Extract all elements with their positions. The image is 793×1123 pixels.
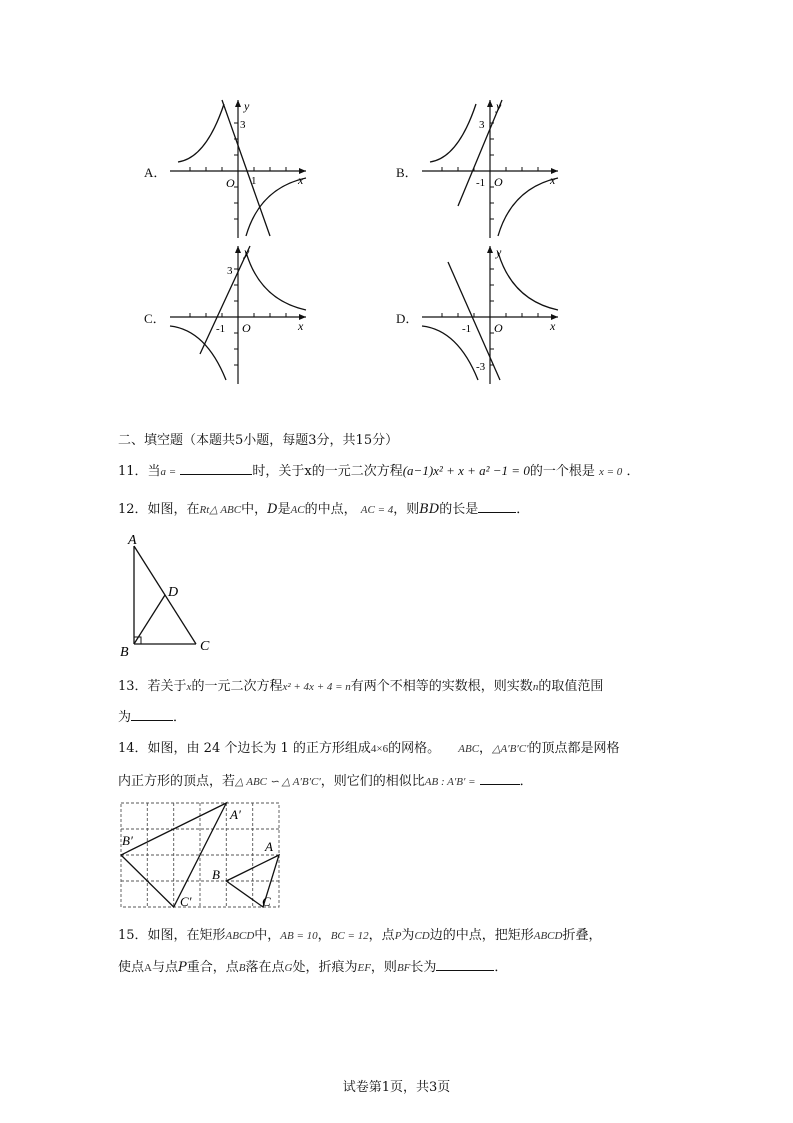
q12-tri: Rt△ ABC [199, 504, 242, 516]
q14-end: ． [519, 774, 533, 789]
page-footer: 试卷第1页，共3页 [342, 1080, 451, 1095]
q14-answer-blank[interactable] [480, 772, 520, 785]
q15-p3: ，点 [368, 928, 395, 943]
q12-end: ． [516, 502, 530, 517]
q15-p2: 中， [254, 928, 281, 943]
q15-l2b: 与点 [151, 960, 178, 975]
graph-b-svg [418, 96, 598, 241]
q15-ab: AB = 10 [280, 930, 318, 942]
q12-p4: 的中点， [304, 502, 357, 517]
q11-answer-blank[interactable] [180, 462, 252, 475]
q15-l2f: ，则 [370, 960, 397, 975]
q11-equation: (a−1)x² + x + a² −1 = 0 [402, 463, 530, 478]
label-a: A [265, 839, 273, 854]
q14-p3: 的顶点都是网格 [528, 741, 620, 756]
q15-end: ． [494, 960, 508, 975]
q15-p: P [394, 930, 402, 942]
label-d: D [168, 585, 179, 600]
q12-p6: 的长是 [439, 502, 479, 517]
q13-p4: 的取值范围 [538, 679, 604, 694]
q14-sim: △ ABC ∽ △ A′B′C′ [235, 776, 321, 788]
q12-p3: 是 [277, 502, 291, 517]
option-label-b: B． [396, 165, 418, 180]
y-tick-label: -3 [476, 361, 486, 373]
y-tick-label: 3 [240, 119, 246, 131]
graph-a-svg [166, 96, 346, 241]
q12-p2: 中， [241, 502, 268, 517]
label-b: B [212, 867, 220, 882]
y-axis-label: y [496, 99, 502, 113]
q15-abcd2: ABCD [533, 930, 563, 942]
q14-ratio: AB : A′B′ = [424, 776, 476, 788]
q15-l2d: 落在点 [245, 960, 285, 975]
question-14-line2 [118, 772, 533, 791]
option-label-c: C． [144, 311, 166, 326]
question-12 [118, 500, 529, 519]
question-14 [118, 740, 620, 758]
q12-bd: BD [419, 502, 440, 517]
q14-line2a: 内正方形的顶点，若 [118, 774, 236, 789]
q11-tail: 的一个根是 [529, 464, 595, 479]
x-axis-label: x [550, 173, 556, 187]
origin-label: O [242, 321, 251, 335]
q15-cd: CD [414, 930, 430, 942]
q11-num: 11．当 [118, 464, 161, 479]
q12-p5: ，则 [393, 502, 420, 517]
q15-p6: 折叠， [562, 928, 602, 943]
q13-line2: 为 [118, 710, 132, 725]
q15-l2a: 使点 [118, 960, 145, 975]
q11-end: ． [626, 464, 640, 479]
q15-sep: ， [317, 928, 331, 943]
q15-l2c: 重合，点 [186, 960, 239, 975]
y-axis-label: y [244, 99, 250, 113]
q11-root: x = 0 [598, 466, 623, 478]
q13-x: x [186, 681, 192, 693]
y-axis-label: y [496, 245, 502, 259]
label-c-prime: C′ [180, 894, 192, 909]
q12-d: D [267, 502, 278, 517]
origin-label: O [494, 175, 503, 189]
q15-a: A [144, 962, 152, 974]
q14-p2: 的网格。 [388, 741, 441, 756]
q13-end: ． [173, 710, 187, 725]
q11-var-a: a = [160, 466, 177, 478]
q15-abcd: ABCD [225, 930, 255, 942]
label-c: C [200, 639, 210, 654]
y-tick-label: 3 [227, 265, 233, 277]
question-11 [118, 462, 639, 481]
question-13 [118, 678, 603, 696]
q13-p2: 的一元二次方程 [191, 679, 283, 694]
y-axis-label: y [244, 245, 250, 259]
q15-p4: 为 [401, 928, 415, 943]
section-heading: 二、填空题（本题共5小题，每题3分，共15分） [118, 433, 399, 448]
origin-label: O [226, 176, 235, 190]
q15-p-2: P [177, 960, 187, 975]
q15-p1: 15．如图，在矩形 [118, 928, 226, 943]
graph-d-svg [418, 242, 598, 387]
q11-mid: 时，关于x的一元二次方程 [252, 464, 403, 479]
x-tick-label: -1 [216, 323, 226, 335]
y-tick-label: 3 [479, 119, 485, 131]
q15-bc: BC = 12 [330, 930, 369, 942]
q15-l2g: 长为 [410, 960, 437, 975]
label-a: A [128, 533, 137, 548]
question-13-line2 [118, 708, 186, 727]
q12-ac-eq: AC = 4 [360, 504, 394, 516]
q15-p5: 边的中点，把矩形 [429, 928, 534, 943]
q13-answer-blank[interactable] [131, 708, 173, 721]
option-label-a: A． [144, 165, 167, 180]
q14-grid: 4×6 [370, 743, 389, 755]
q14-line2b: ，则它们的相似比 [320, 774, 425, 789]
q12-ac: AC [290, 504, 305, 516]
q15-b: B [238, 962, 246, 974]
q15-l2e: 处，折痕为 [292, 960, 358, 975]
q13-p1: 13．若关于 [118, 679, 187, 694]
q15-g: G [284, 962, 293, 974]
q13-n: n [532, 681, 539, 693]
label-b-prime: B′ [122, 833, 133, 848]
x-tick-label: -1 [462, 323, 472, 335]
q15-bf: BF [396, 962, 411, 974]
q14-sep: ， [479, 741, 493, 756]
q13-p3: 有两个不相等的实数根，则实数 [350, 679, 533, 694]
graph-c-svg [166, 242, 346, 387]
label-c: C [262, 894, 271, 909]
question-15-line2 [118, 958, 507, 977]
option-label-d: D． [396, 311, 419, 326]
q15-ef: EF [357, 962, 371, 974]
q15-answer-blank[interactable] [436, 958, 494, 971]
x-tick-label: -1 [476, 177, 486, 189]
q13-eq: x² + 4x + 4 = n [282, 681, 351, 693]
origin-label: O [494, 321, 503, 335]
x-axis-label: x [550, 319, 556, 333]
q12-answer-blank[interactable] [478, 500, 516, 513]
label-a-prime: A′ [230, 807, 241, 822]
label-b: B [120, 645, 129, 660]
q14-p1: 14．如图，由 24 个边长为 1 的正方形组成 [118, 741, 371, 756]
q14-grid-figure [118, 800, 288, 912]
question-15 [118, 927, 601, 945]
q12-figure [116, 530, 226, 660]
x-axis-label: x [298, 173, 304, 187]
q14-abc: ABC [458, 743, 480, 755]
x-tick-label: 1 [251, 175, 257, 187]
x-axis-label: x [298, 319, 304, 333]
q12-p1: 12．如图，在 [118, 502, 200, 517]
q14-tri2: △A′B′C′ [492, 743, 529, 755]
